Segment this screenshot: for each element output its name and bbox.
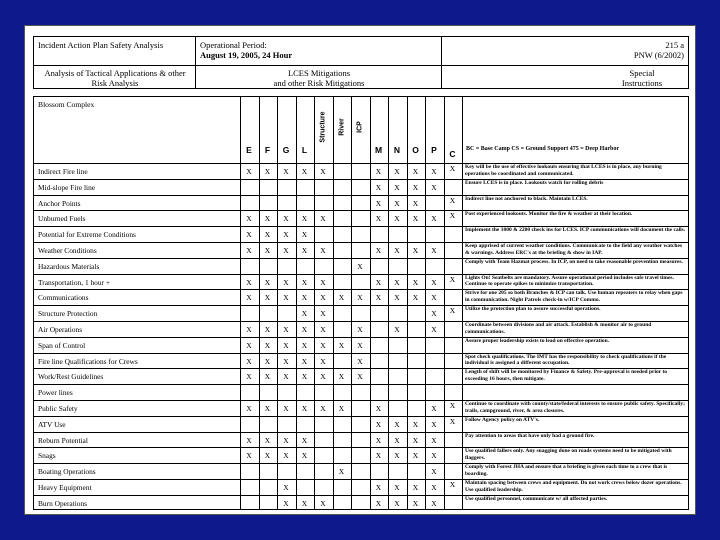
row-mark: X [264,325,271,334]
row-mark: X [264,214,271,224]
row-mark: X [412,182,419,192]
row-mark: X [320,167,326,176]
row-mark: X [301,309,308,319]
row-mark: X [246,451,252,461]
row-mark: X [357,356,363,366]
row-label: Unburned Fuels [38,214,86,224]
form-title: Incident Action Plan Safety Analysis [38,40,164,50]
row-mark: X [394,435,400,445]
row-mark: X [320,277,326,287]
row-mark: X [264,404,271,413]
safety-analysis-table [33,96,689,510]
row-mark: X [264,167,271,176]
row-mark: X [431,467,437,477]
row-mark: X [320,309,326,319]
row-instruction: Use qualified fallers only. Any snagging done on roads systems need to be mitigated with flaggers. [465,448,672,461]
row-mark: X [394,182,400,192]
column-header-label: Structure [319,111,327,143]
row-mark: X [338,372,345,382]
row-mark: X [283,451,289,461]
row-mark: X [301,404,308,413]
row-mark: X [431,182,437,192]
row-mark: X [394,451,400,461]
row-mark: X [301,356,308,366]
row-mark: X [431,214,437,224]
row-mark: X [301,451,308,461]
row-label: Snags [38,451,56,461]
row-instruction: Indirect line not anchored to black. Maintain LCES. [465,195,588,202]
row-mark: X [246,277,252,287]
row-mark: X [246,404,252,413]
row-mark: X [412,435,419,445]
special-label-2: Instructions [621,78,663,88]
row-mark: X [320,325,326,334]
row-mark: X [320,246,326,255]
row-mark: X [412,419,419,429]
row-mark: X [394,293,400,303]
row-mark: X [375,182,382,192]
row-mark: X [412,293,419,303]
grid-hline [34,384,688,385]
row-mark: X [301,246,308,255]
row-mark: X [301,340,308,350]
row-mark: X [283,277,289,287]
row-label: Heavy Equipment [38,483,92,492]
row-mark: X [394,214,400,224]
row-mark: X [431,483,437,492]
row-mark: X [264,246,271,255]
row-mark: X [283,498,289,508]
row-mark: X [412,167,419,176]
row-label: Potential for Extreme Conditions [38,230,136,240]
row-label: Air Operations [38,325,83,334]
row-mark: X [357,325,363,334]
row-label: Structure Protection [38,309,98,319]
row-mark: X [301,435,308,445]
row-mark: X [449,211,456,221]
column-legend: BC = Base Camp CS = Ground Support 475 = Deep Harbor [466,146,619,152]
row-mark: X [301,230,308,240]
column-header-e: E [246,145,252,155]
row-instruction: Comply with Forest JHA and ensure that a briefing is given each time to a crew that is boarding. [465,464,668,477]
row-mark: X [449,274,456,284]
row-mark: X [283,340,289,350]
row-instruction: Comply with Team Hazmat process. In ICP, on need to take reasonable prevention measures. [465,258,683,265]
row-mark: X [431,293,437,303]
row-mark: X [431,167,437,176]
row-mark: X [375,277,382,287]
complex-name: Blossom Complex [38,100,95,109]
row-label: Reburn Potential [38,435,88,445]
row-mark: X [283,404,289,413]
row-instruction: Pay attention to areas that have only had a ground fire. [465,432,595,439]
row-mark: X [301,277,308,287]
row-instruction: Spot check qualifications. The IMT has the responsibility to check qualifications if the individual is assigned a different occupation. [465,353,667,367]
lces-label-2: and other Risk Mitigations [273,78,365,88]
form-header [33,36,689,89]
row-mark: X [301,293,308,303]
row-label: Mid-slope Fire line [38,182,96,192]
row-mark: X [264,372,271,382]
row-mark: X [449,401,456,410]
row-mark: X [412,277,419,287]
row-mark: X [246,325,252,334]
row-mark: X [246,230,252,240]
row-mark: X [283,435,289,445]
row-label: Span of Control [38,340,86,350]
form-org: PNW (6/2002) [633,50,684,60]
row-mark: X [283,167,289,176]
row-mark: X [375,498,382,508]
row-mark: X [394,246,400,255]
row-mark: X [283,356,289,366]
row-mark: X [375,246,382,255]
row-instruction: Lights On! Seatbelts are mandatory. Assure operational period includes safe travel times. Continue to operate spikes to minimize transportation. [465,274,674,288]
row-mark: X [431,419,437,429]
row-mark: X [375,167,382,176]
row-mark: X [338,340,345,350]
row-mark: X [412,214,419,224]
row-mark: X [320,356,326,366]
row-instruction: Maintain spacing between crews and equipment. Do not work crews below dozer operations. Use qualified leadership. [465,480,682,493]
row-label: Transportation, 1 hour + [38,277,111,287]
row-mark: X [264,277,271,287]
row-mark: X [320,340,326,350]
row-mark: X [394,419,400,429]
column-header-g: G [282,145,290,155]
row-mark: X [431,246,437,255]
row-mark: X [283,325,289,334]
row-mark: X [375,198,382,208]
row-mark: X [375,214,382,224]
row-mark: X [246,372,252,382]
row-mark: X [412,451,419,461]
row-instruction: Post experienced lookouts. Monitor the fire & weather at their location. [465,211,633,218]
row-mark: X [375,483,382,492]
column-header-label: ICP [356,121,364,133]
row-instruction: Length of shift will be monitored by Finance & Safety. Pre-approval is needed prior to exceeding 16 hours, then mitigate. [465,369,668,382]
row-mark: X [449,416,456,426]
row-mark: X [320,214,326,224]
row-mark: X [449,306,456,316]
row-mark: X [264,435,271,445]
row-mark: X [394,277,400,287]
row-label: Hazardous Materials [38,261,100,271]
row-mark: X [375,419,382,429]
row-mark: X [246,214,252,224]
row-instruction: Continue to coordinate with county/state/federal interests to ensure public safety. Specifically; trails, campground, river, & area closures. [465,401,685,414]
row-mark: X [394,198,400,208]
row-label: Power lines [38,388,73,398]
row-mark: X [431,451,437,461]
row-mark: X [246,356,252,366]
row-label: Work/Rest Guidelines [38,372,104,382]
column-header-o: O [412,145,419,155]
row-mark: X [301,325,308,334]
row-label: ATV Use [38,419,66,429]
row-mark: X [301,214,308,224]
row-mark: X [449,195,456,205]
row-instruction: Utilize the protection plan to assure successful operations. [465,306,601,313]
row-label: Anchor Points [38,198,81,208]
row-mark: X [412,498,419,508]
row-mark: X [301,498,308,508]
row-mark: X [357,261,363,271]
document-sheet [24,25,696,515]
row-mark: X [338,467,345,477]
row-mark: X [283,230,289,240]
row-mark: X [375,435,382,445]
row-mark: X [264,451,271,461]
column-header-n: N [393,145,401,155]
row-mark: X [357,293,363,303]
row-mark: X [357,340,363,350]
row-mark: X [431,277,437,287]
op-period-label: Operational Period: [200,40,267,50]
lces-label: LCES Mitigations [287,68,351,78]
row-mark: X [246,167,252,176]
row-mark: X [412,198,419,208]
row-label: Weather Conditions [38,246,97,255]
row-mark: X [301,167,308,176]
row-instruction: Use qualified personnel, communicate w/ all affected parties. [465,495,608,502]
row-mark: X [246,293,252,303]
row-mark: X [375,404,382,413]
row-mark: X [431,435,437,445]
row-instruction: Key will be the use of effective lookouts ensuring that LCES is in place, any burning operations be coordinated and communicated. [465,164,662,177]
row-mark: X [375,451,382,461]
row-instruction: Coordinate between divisions and air attack. Establish & monitor air to ground communications. [465,322,652,335]
row-mark: X [412,246,419,255]
row-mark: X [320,498,326,508]
row-mark: X [246,435,252,445]
row-mark: X [320,404,326,413]
row-instruction: Strive for one 205 so both Branches & ICP can talk. Use human repeaters to relay when gaps in communication. Night Patrols check-in w/ICP Commo. [465,290,683,303]
column-header-icp [351,103,369,151]
row-mark: X [357,372,363,382]
row-mark: X [338,293,345,303]
row-instruction: Assure proper leadership exists to lead on effective operation. [465,337,610,344]
row-mark: X [449,164,456,173]
column-header-c: C [449,149,456,159]
row-mark: X [375,293,382,303]
column-header-f: F [264,145,271,155]
row-mark: X [338,404,345,413]
row-mark: X [283,246,289,255]
column-header-structure [314,103,332,151]
row-mark: X [431,309,437,319]
column-header-river [333,103,351,151]
row-mark: X [246,246,252,255]
row-mark: X [283,293,289,303]
row-instruction: Follow Agency policy on ATV's. [465,416,540,423]
row-mark: X [320,293,326,303]
form-subtitle: Analysis of Tactical Applications & other Risk Analysis [44,68,186,88]
row-label: Fire line Qualifications for Crews [38,356,138,366]
column-header-p: P [431,145,437,155]
row-instruction: Ensure LCES is in place. Lookouts watch for rolling debris [465,179,604,186]
row-label: Boating Operations [38,467,96,477]
op-period-value: August 19, 2005, 24 Hour [200,50,293,60]
row-mark: X [246,340,252,350]
form-number: 215 a [665,40,684,50]
row-mark: X [394,167,400,176]
special-label: Special [629,68,655,78]
column-header-label: River [338,118,345,136]
column-header-l: L [301,145,308,155]
row-mark: X [264,230,271,240]
row-instruction: Implement the 1000 & 2200 check ins for LCES. ICP communications will document the calls. [465,227,686,234]
row-mark: X [283,214,289,224]
row-mark: X [264,340,271,350]
row-mark: X [264,356,271,366]
row-mark: X [394,498,400,508]
column-header-m: M [374,145,383,155]
row-label: Public Safety [38,404,78,413]
row-mark: X [449,480,456,489]
row-mark: X [301,372,308,382]
row-label: Communications [38,293,89,303]
row-mark: X [431,325,437,334]
row-label: Indirect Fire line [38,167,88,176]
row-mark: X [264,293,271,303]
row-mark: X [394,325,400,334]
row-mark: X [412,483,419,492]
row-mark: X [283,372,289,382]
row-label: Burn Operations [38,498,88,508]
row-mark: X [320,372,326,382]
row-mark: X [431,498,437,508]
row-mark: X [394,483,400,492]
row-mark: X [431,404,437,413]
row-instruction: Keep apprised of current weather conditions. Communicate to the field any weather watches & warnings. Address ERC's at the briefing & show in IAP. [465,243,683,256]
row-mark: X [283,483,289,492]
